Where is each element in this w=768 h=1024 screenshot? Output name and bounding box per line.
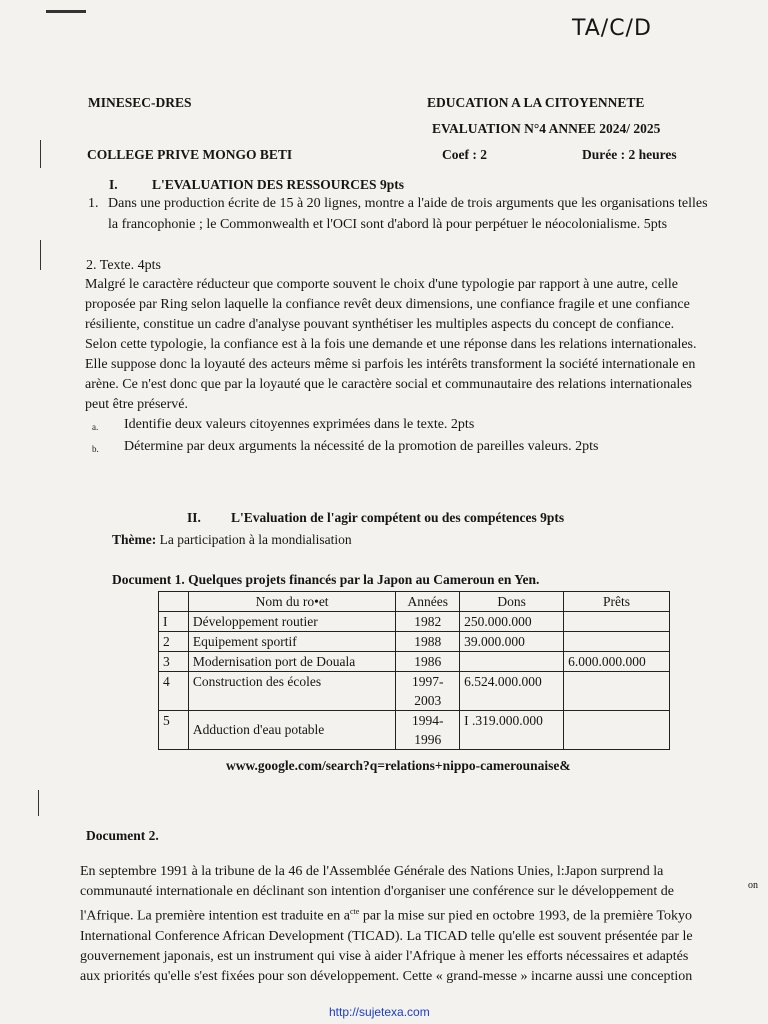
project-name: Modernisation port de Douala <box>188 652 395 672</box>
project-name: Développement routier <box>188 612 395 632</box>
duration-label: Durée : 2 heures <box>582 147 677 162</box>
project-grant: 6.524.000.000 <box>460 672 564 711</box>
document2-title: Document 2. <box>86 828 159 843</box>
handwritten-annotation: TA/C/D <box>572 16 652 41</box>
passage-line: résiliente, constitue un cadre d'analyse pouvant synthétiser les multiples aspects du concept de confiance. <box>85 317 675 332</box>
table-header-row <box>159 592 670 612</box>
footer-url[interactable]: http://sujetexa.com <box>329 1005 430 1019</box>
passage-line: Malgré le caractère réducteur que comporte souvent le choix d'une typologie par rapport à une autre, celle <box>85 277 678 292</box>
project-name: Construction des écoles <box>188 672 395 711</box>
passage-line: Elle suppose donc la loyauté des acteurs même si parfois les intérêts transforment la société internationale en <box>85 357 696 372</box>
table-row <box>159 612 670 632</box>
superscript: cte <box>349 907 360 916</box>
section-title: L'EVALUATION DES RESSOURCES 9pts <box>152 177 404 192</box>
project-grant: 39.000.000 <box>460 632 564 652</box>
table-row <box>159 711 670 750</box>
subquestion-a: Identifie deux valeurs citoyennes exprimées dans le texte. 2pts <box>124 417 475 432</box>
table-row <box>159 672 670 711</box>
scan-artifact <box>38 790 39 816</box>
coef-label: Coef : 2 <box>442 147 487 162</box>
row-index: 5 <box>159 711 189 750</box>
passage-line: Selon cette typologie, la confiance est à la fois une demande et une réponse dans les relations internationales. <box>85 337 697 352</box>
project-grant: 250.000.000 <box>460 612 564 632</box>
scan-artifact <box>46 10 86 13</box>
project-grant: I .319.000.000 <box>460 711 564 750</box>
margin-note: on <box>748 880 758 891</box>
doc2-line: En septembre 1991 à la tribune de la 46 de l'Assemblée Générale des Nations Unies, l:Japon surprend la <box>80 864 664 879</box>
text-label: 2. Texte. 4pts <box>86 258 161 273</box>
document2-text <box>80 862 742 987</box>
document1-source: www.google.com/search?q=relations+nippo-camerounaise& <box>226 758 571 773</box>
ministry-label: MINESEC-DRES <box>88 95 192 110</box>
school-name: COLLEGE PRIVE MONGO BETI <box>87 147 293 162</box>
theme-value: La participation à la mondialisation <box>156 532 352 547</box>
doc2-line: International Conference African Development (TICAD). La TICAD telle qu'elle est souvent présentée par le <box>80 928 693 944</box>
column-header: Années <box>396 592 460 612</box>
scan-artifact <box>40 240 41 270</box>
project-loan <box>564 632 670 652</box>
question-text: Dans une production écrite de 15 à 20 lignes, montre a l'aide de trois arguments que les organisations telles <box>108 196 708 211</box>
project-loan <box>564 612 670 632</box>
project-years: 1986 <box>396 652 460 672</box>
question-text: la francophonie ; le Commonwealth et l'OCI sont d'abord là pour perpétuer le néocolonialisme. 5pts <box>108 217 668 232</box>
table-row <box>159 652 670 672</box>
project-years: 1997- 2003 <box>396 672 460 711</box>
subquestion-b: Détermine par deux arguments la nécessité de la promotion de pareilles valeurs. 2pts <box>124 439 599 454</box>
doc2-line-end: par la mise sur pied en octobre 1993, de la première Tokyo <box>359 908 693 924</box>
project-name: Equipement sportif <box>188 632 395 652</box>
row-index: 4 <box>159 672 189 711</box>
project-years: 1994- 1996 <box>396 711 460 750</box>
row-index: 3 <box>159 652 189 672</box>
doc2-line-start: l'Afrique. La première intention est traduite en a <box>80 908 350 924</box>
question-number: 1. <box>88 196 99 211</box>
projects-table <box>158 591 670 750</box>
subject-title: EDUCATION A LA CITOYENNETE <box>427 95 645 110</box>
project-loan: 6.000.000.000 <box>564 652 670 672</box>
row-index: I <box>159 612 189 632</box>
evaluation-label: EVALUATION N°4 ANNEE 2024/ 2025 <box>432 121 661 136</box>
table-row <box>159 632 670 652</box>
section-title: L'Evaluation de l'agir compétent ou des compétences 9pts <box>231 510 565 525</box>
text-passage <box>85 275 740 415</box>
subquestion-marker: b. <box>92 444 99 454</box>
doc2-line <box>80 902 742 927</box>
column-header <box>159 592 189 612</box>
theme-label: Thème: <box>112 532 157 547</box>
project-name: Adduction d'eau potable <box>188 711 395 750</box>
subquestion-marker: a. <box>92 422 99 432</box>
column-header: Prêts <box>564 592 670 612</box>
doc2-line: gouvernement japonais, est un instrument qui vise à aider l'Afrique à mener les efforts nécessaires et adaptés <box>80 948 689 964</box>
doc2-line: aux priorités qu'elle s'est fixées pour son développement. Cette « grand-messe » incarne aussi une conception <box>80 968 693 984</box>
doc2-line: communauté internationale en déclinant son intention d'organiser une conférence sur le développement de <box>80 884 674 899</box>
column-header: Dons <box>460 592 564 612</box>
project-loan <box>564 672 670 711</box>
project-grant <box>460 652 564 672</box>
passage-line: proposée par Ring selon laquelle la confiance revêt deux dimensions, une confiance fragile et une confiance <box>85 297 690 312</box>
project-years: 1982 <box>396 612 460 632</box>
passage-line: peut être préservé. <box>85 397 188 412</box>
column-header: Nom du ro•et <box>188 592 395 612</box>
scan-artifact <box>40 140 41 168</box>
theme-line <box>112 532 352 548</box>
document1-title: Document 1. Quelques projets financés par la Japon au Cameroun en Yen. <box>112 572 540 587</box>
passage-line: arène. Ce n'est donc que par la loyauté que le caractère social et communautaire des relations internationales <box>85 377 692 392</box>
project-years: 1988 <box>396 632 460 652</box>
project-loan <box>564 711 670 750</box>
row-index: 2 <box>159 632 189 652</box>
section-number: II. <box>187 510 201 525</box>
section-number: I. <box>109 177 118 192</box>
